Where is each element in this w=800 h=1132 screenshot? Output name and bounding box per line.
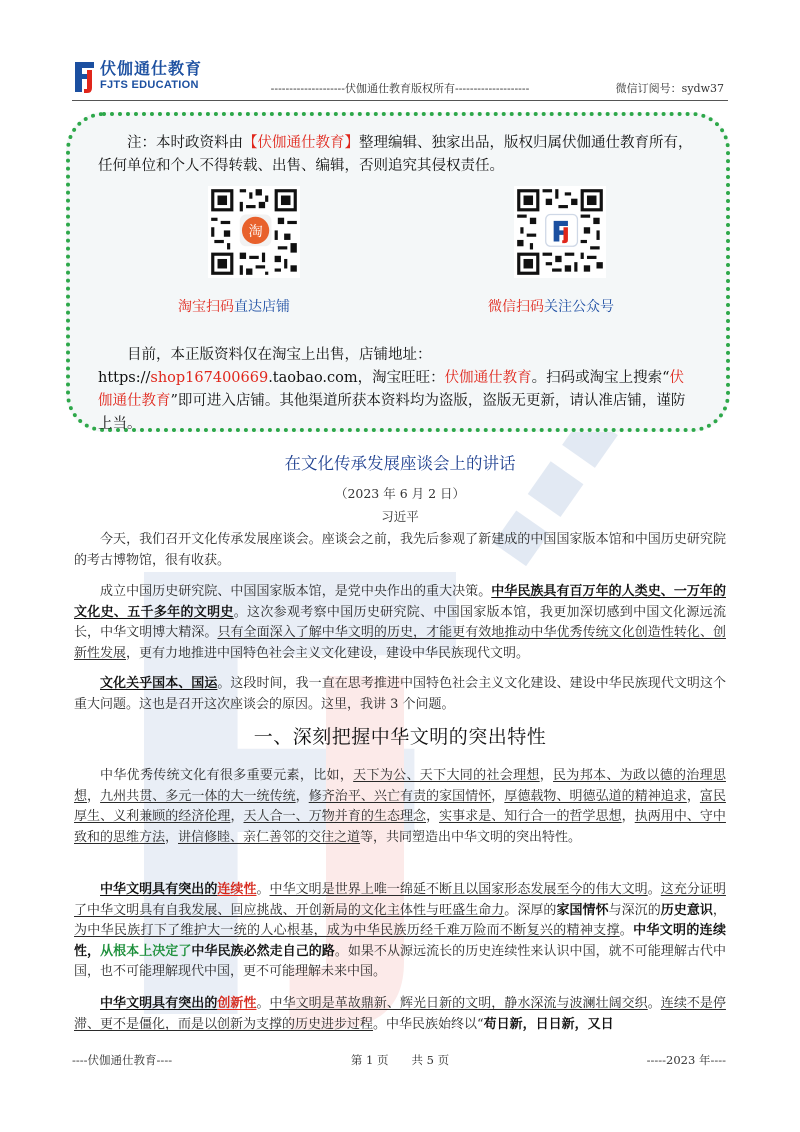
text-run: ， [621, 809, 635, 824]
wechat-qr-caption [488, 296, 614, 316]
text-run-emphasis: 中华民族具有百万年的人类史、一万年的文化史、五千多年的文明史 [74, 584, 726, 620]
text-run: 。深厚的 [504, 902, 557, 918]
wechat-qr-block[interactable] [514, 186, 614, 282]
text-run: 。 [256, 882, 270, 897]
notice-text: .taobao.com，淘宝旺旺： [268, 370, 445, 386]
document-date: （2023 年 6 月 2 日） [334, 486, 466, 501]
paragraph-1: 今天，我们召开文化传承发展座谈会。座谈会之前，我先后参观了新建成的中国国家版本馆和中国历史研究院的考古博物馆，很有收获。 [74, 532, 726, 568]
notice-text: 目前，本正版资料仅在淘宝上出售，店铺地址：https:// [98, 347, 432, 386]
text-run: 。如果不从源远流长的历史连续性来认识中国，就不可能理解古代中国，也不可能理解现代中国，更不可能理解未来中国。 [74, 943, 726, 979]
text-run: ，更有力地推进中国特色社会主义文化建设，建设中华民族现代文明。 [126, 645, 530, 661]
header-wechat-id: 微信订阅号：sydw37 [615, 82, 724, 95]
text-run: 。中华民族始终以“ [373, 1016, 484, 1032]
text-run: 。 [647, 996, 661, 1011]
taobao-qr-block[interactable] [208, 186, 308, 282]
text-run: ， [295, 788, 309, 804]
document-author: 习近平 [381, 509, 419, 524]
document-title: 在文化传承发展座谈会上的讲话 [284, 454, 516, 473]
taobao-qr-icon[interactable] [208, 186, 300, 278]
paragraph-4 [74, 766, 726, 848]
text-run-bold: 中华文明的连续性， [74, 923, 726, 959]
paragraph-2 [74, 582, 726, 664]
text-run: ， [491, 788, 505, 804]
text-run-red: 连续性 [217, 882, 257, 897]
text-run: ， [712, 902, 726, 918]
paragraph-6 [74, 994, 726, 1035]
text-run-red: 创新性 [217, 996, 257, 1011]
text-run-underline: 民为邦本、为政以德的治理思想 [74, 768, 726, 804]
text-run-underline: 天下为公、天下大同的社会理想 [353, 768, 540, 783]
text-run-underline: 为中华民族打下了维护大一统的人心根基，成为中华民族历经千难万险而不断复兴的精神支撑 [74, 923, 620, 938]
text-run-underline: 厚德载物、明德弘道的精神追求 [504, 788, 687, 804]
caption-blue: 直达店铺 [234, 299, 290, 315]
section-heading-1: 一、深刻把握中华文明的突出特性 [253, 726, 547, 748]
copyright-notice-box [66, 112, 730, 432]
footer-right: -----2023 年---- [646, 1053, 726, 1067]
text-run-underline: 修齐治平、兴亡有责的家国情怀 [308, 788, 492, 804]
text-run-underline: 执两用中、守中致和的思维方法 [74, 809, 726, 845]
header-logo [72, 58, 202, 94]
text-run: ， [87, 788, 101, 804]
text-run: ， [686, 788, 700, 804]
text-run: 等，共同塑造出中华文明的突出特性。 [360, 829, 582, 845]
notice-text: ”即可进入店铺。其他渠道所获本资料均为盗版，盗版无更新，请认准店铺，谨防上当。 [98, 393, 686, 432]
text-run-underline: 这充分证明了中华文明具有自我发展、回应挑战、开创新局的文化主体性与旺盛生命力 [74, 882, 726, 918]
text-run: ， [539, 768, 554, 783]
paragraph-3 [74, 674, 726, 715]
text-run-green: 从根本上决定了 [100, 943, 192, 959]
text-run-underline: 讲信修睦、亲仁善邻的交往之道 [178, 829, 361, 845]
logo-chinese-name: 伏伽通仕教育 [100, 59, 203, 78]
logo-english-name: FJTS EDUCATION [100, 79, 199, 91]
text-run: 。 [647, 882, 661, 897]
text-run: 。这次参观考察中国历史研究院、中国国家版本馆，我更加深切感到中国文化源远流长，中华文明博大精深。 [74, 604, 726, 640]
text-run-emphasis: 中华文明具有突出的 [100, 996, 218, 1011]
shop-link[interactable]: shop167400669 [150, 370, 269, 386]
text-run-underline: 只有全面深入了解中华文明的历史，才能更有效地推动中华优秀传统文化创造性转化、创新性发展 [74, 625, 726, 661]
text-run-bold: 家国情怀 [556, 902, 609, 918]
notice-paragraph-2 [98, 344, 698, 436]
text-run: ， [426, 809, 440, 824]
footer-page-number: 第 1 页 共 5 页 [350, 1053, 450, 1067]
notice-brand: 伏伽通仕教育 [444, 370, 532, 386]
text-run: 成立中国历史研究院、中国国家版本馆，是党中央作出的重大决策。 [100, 584, 492, 599]
caption-red: 淘宝扫码 [178, 299, 234, 315]
footer-left: ----伏伽通仕教育---- [72, 1053, 173, 1067]
text-run-emphasis: 文化关乎国本、国运 [100, 676, 218, 691]
text-run: 。 [619, 923, 634, 938]
text-run: 。 [256, 996, 270, 1011]
text-run-bold: 苟日新，日日新，又日 [483, 1016, 614, 1032]
text-run-bold: 历史意识 [660, 902, 713, 918]
text-run-underline: 中华文明是革故鼎新、辉光日新的文明，静水深流与波澜壮阔交织 [269, 996, 648, 1011]
caption-blue: 关注公众号 [544, 299, 614, 315]
taobao-qr-caption [178, 296, 290, 316]
notice-brand: 伏伽通仕教育 [98, 370, 685, 409]
paragraph-5 [74, 880, 726, 983]
text-run-underline: 实事求是、知行合一的哲学思想 [439, 809, 622, 824]
notice-paragraph-1 [98, 132, 698, 178]
caption-red: 微信扫码 [488, 299, 544, 315]
text-run: ， [230, 809, 244, 824]
notice-text: 。扫码或淘宝上搜索“ [531, 370, 670, 386]
header-copyright: --------------------伏伽通仕教育版权所有-------------------- [270, 82, 530, 95]
notice-text: 注：本时政资料由 [127, 135, 243, 151]
fjts-logo-icon [72, 58, 98, 94]
header-divider [72, 100, 728, 101]
svg-text:淘: 淘 [248, 224, 263, 241]
text-run-emphasis: 中华文明具有突出的 [100, 882, 218, 897]
notice-brand: 【伏伽通仕教育】 [243, 135, 359, 151]
text-run-bold: 中华民族必然走自己的路 [191, 943, 335, 959]
text-run: ， [165, 829, 179, 845]
text-run-underline: 天人合一、万物并育的生态理念 [243, 809, 427, 824]
wechat-qr-icon[interactable] [514, 186, 606, 278]
text-run-underline: 富民厚生、义利兼顾的经济伦理 [74, 788, 726, 824]
text-run-underline: 中华文明是世界上唯一绵延不断且以国家形态发展至今的伟大文明 [269, 882, 648, 897]
text-run: 中华优秀传统文化有很多重要元素，比如， [100, 768, 354, 783]
notice-text: 整理编辑、独家出品，版权归属伏伽通仕教育所有，任何单位和个人不得转载、出售、编辑，否则追究其侵权责任。 [98, 135, 693, 174]
text-run: 与深沉的 [608, 902, 661, 918]
text-run: 。这段时间，我一直在思考推进中国特色社会主义文化建设、建设中华民族现代文明这个重大问题。这也是召开这次座谈会的原因。这里，我讲 3 个问题。 [74, 676, 726, 712]
text-run-underline: 连续不是停滞、更不是僵化，而是以创新为支撑的历史进步过程 [74, 996, 726, 1032]
text-run-underline: 九州共贯、多元一体的大一统传统 [100, 788, 296, 804]
